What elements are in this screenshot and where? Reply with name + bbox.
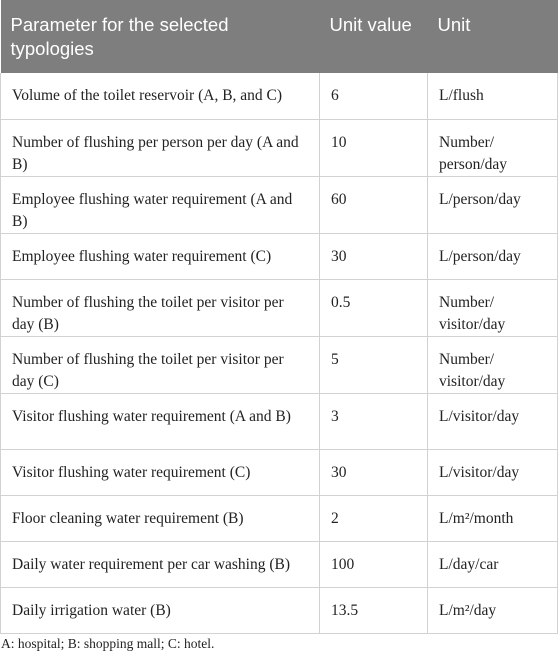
value-cell: 60: [320, 176, 428, 233]
table-body: [1, 73, 558, 633]
parameter-cell: Employee flushing water requirement (C): [1, 233, 320, 279]
unit-cell: L/m²/month: [428, 495, 558, 541]
table-row: [1, 587, 558, 633]
value-cell: 6: [320, 73, 428, 119]
parameter-cell: Daily irrigation water (B): [1, 587, 320, 633]
table-row: [1, 541, 558, 587]
parameter-cell: Visitor flushing water requirement (C): [1, 449, 320, 495]
unit-cell: L/visitor/day: [428, 449, 558, 495]
parameter-cell: Number of flushing per person per day (A and B): [1, 119, 320, 176]
unit-cell: L/visitor/day: [428, 393, 558, 449]
table-row: [1, 495, 558, 541]
value-cell: 30: [320, 449, 428, 495]
unit-cell: Number/ person/day: [428, 119, 558, 176]
table-footnote: A: hospital; B: shopping mall; C: hotel.: [1, 636, 215, 651]
value-cell: 13.5: [320, 587, 428, 633]
table-row: [1, 336, 558, 393]
parameter-cell: Daily water requirement per car washing (B): [1, 541, 320, 587]
table-row: [1, 279, 558, 336]
table-header: [1, 0, 558, 73]
value-cell: 0.5: [320, 279, 428, 336]
parameter-cell: Volume of the toilet reservoir (A, B, and C): [1, 73, 320, 119]
parameter-cell: Visitor flushing water requirement (A and B): [1, 393, 320, 449]
unit-cell: L/day/car: [428, 541, 558, 587]
table-row: [1, 449, 558, 495]
unit-cell: L/m²/day: [428, 587, 558, 633]
unit-cell: Number/ visitor/day: [428, 279, 558, 336]
value-cell: 100: [320, 541, 428, 587]
table-row: [1, 119, 558, 176]
header-parameter: Parameter for the selected typologies: [1, 0, 320, 73]
unit-cell: L/person/day: [428, 176, 558, 233]
parameter-cell: Floor cleaning water requirement (B): [1, 495, 320, 541]
value-cell: 30: [320, 233, 428, 279]
table-row: [1, 393, 558, 449]
value-cell: 3: [320, 393, 428, 449]
table-row: [1, 233, 558, 279]
value-cell: 10: [320, 119, 428, 176]
header-unit-value: Unit value: [320, 0, 428, 73]
header-unit: Unit: [428, 0, 558, 73]
parameter-cell: Number of flushing the toilet per visitor per day (B): [1, 279, 320, 336]
unit-cell: L/person/day: [428, 233, 558, 279]
table-row: [1, 73, 558, 119]
unit-cell: Number/ visitor/day: [428, 336, 558, 393]
header-row: [1, 0, 558, 73]
value-cell: 2: [320, 495, 428, 541]
value-cell: 5: [320, 336, 428, 393]
table-row: [1, 176, 558, 233]
unit-cell: L/flush: [428, 73, 558, 119]
parameter-cell: Number of flushing the toilet per visitor per day (C): [1, 336, 320, 393]
parameter-cell: Employee flushing water requirement (A and B): [1, 176, 320, 233]
